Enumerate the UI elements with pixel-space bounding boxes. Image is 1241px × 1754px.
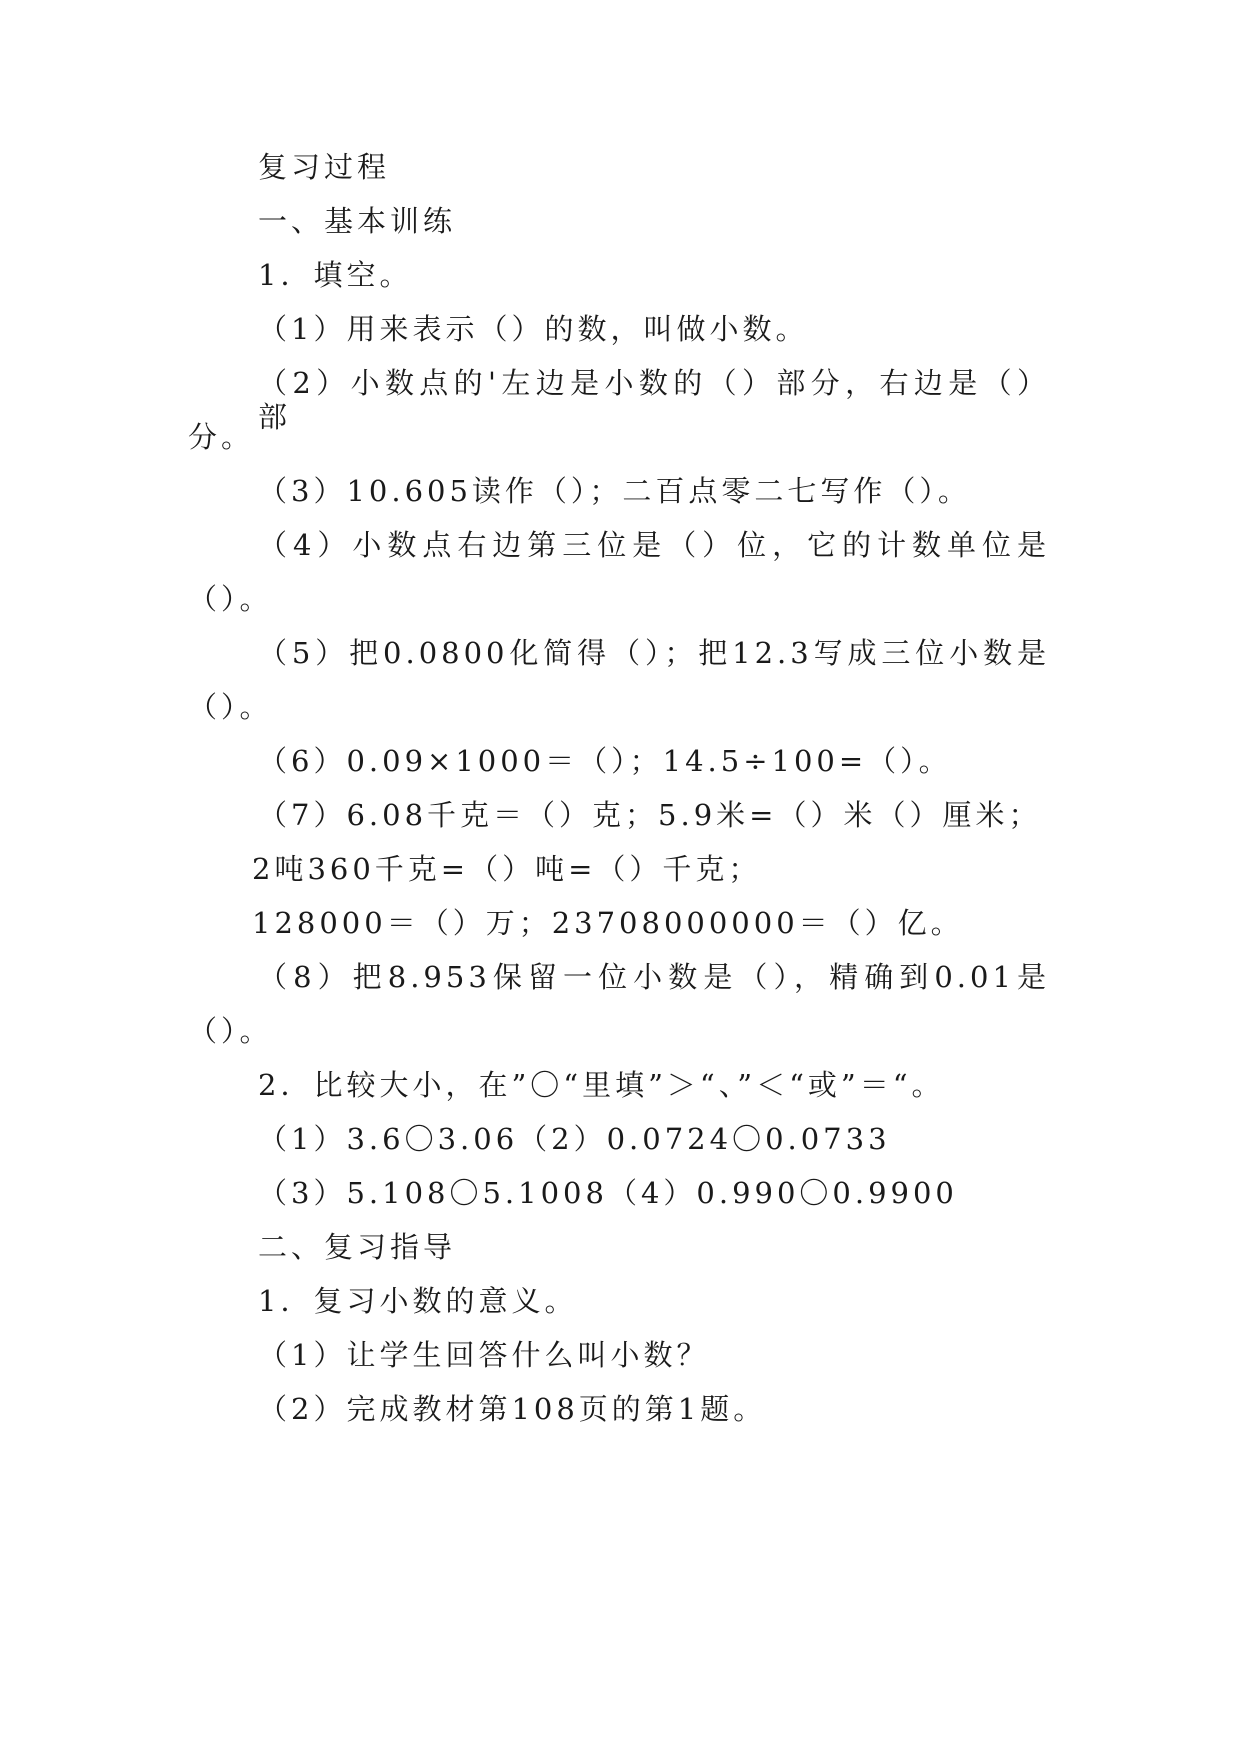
section-heading: 一、基本训练 (258, 204, 457, 238)
question-heading: 2．比较大小，在”〇“里填”＞“、”＜“或”＝“。 (258, 1068, 945, 1102)
text-line: （3）10.605读作（）；二百点零二七写作（）。 (258, 474, 971, 508)
question-heading: 1．填空。 (258, 258, 413, 292)
text-line: （1）3.6〇3.06（2）0.0724〇0.0733 (258, 1122, 891, 1156)
text-line: （7）6.08千克＝（）克；5.9米=（）米（）厘米； (258, 798, 1042, 832)
text-line: （2）小数点的'左边是小数的（）部分，右边是（）部 (258, 366, 1050, 434)
text-line: （4）小数点右边第三位是（）位，它的计数单位是 (258, 528, 1050, 562)
text-line: 分。 (188, 420, 255, 454)
text-line: （2）完成教材第108页的第1题。 (258, 1392, 767, 1426)
text-line: （8）把8.953保留一位小数是（），精确到0.01是 (258, 960, 1050, 994)
text-line: 2吨360千克=（）吨=（）千克； (252, 852, 762, 886)
text-line: （）。 (188, 690, 273, 724)
text-line: （）。 (188, 582, 273, 616)
text-line: （3）5.108〇5.1008（4）0.990〇0.9900 (258, 1176, 958, 1210)
text-line: （1）用来表示（）的数，叫做小数。 (258, 312, 809, 346)
text-line: （）。 (188, 1014, 273, 1048)
question-heading: 1．复习小数的意义。 (258, 1284, 578, 1318)
section-heading: 二、复习指导 (258, 1230, 457, 1264)
text-line: （1）让学生回答什么叫小数？ (258, 1338, 710, 1372)
text-line: 128000＝（）万；23708000000＝（）亿。 (252, 906, 964, 940)
section-heading: 复习过程 (258, 150, 391, 184)
text-line: （5）把0.0800化简得（）；把12.3写成三位小数是 (258, 636, 1050, 670)
text-line: （6）0.09×1000＝（）；14.5÷100=（）。 (258, 744, 952, 778)
